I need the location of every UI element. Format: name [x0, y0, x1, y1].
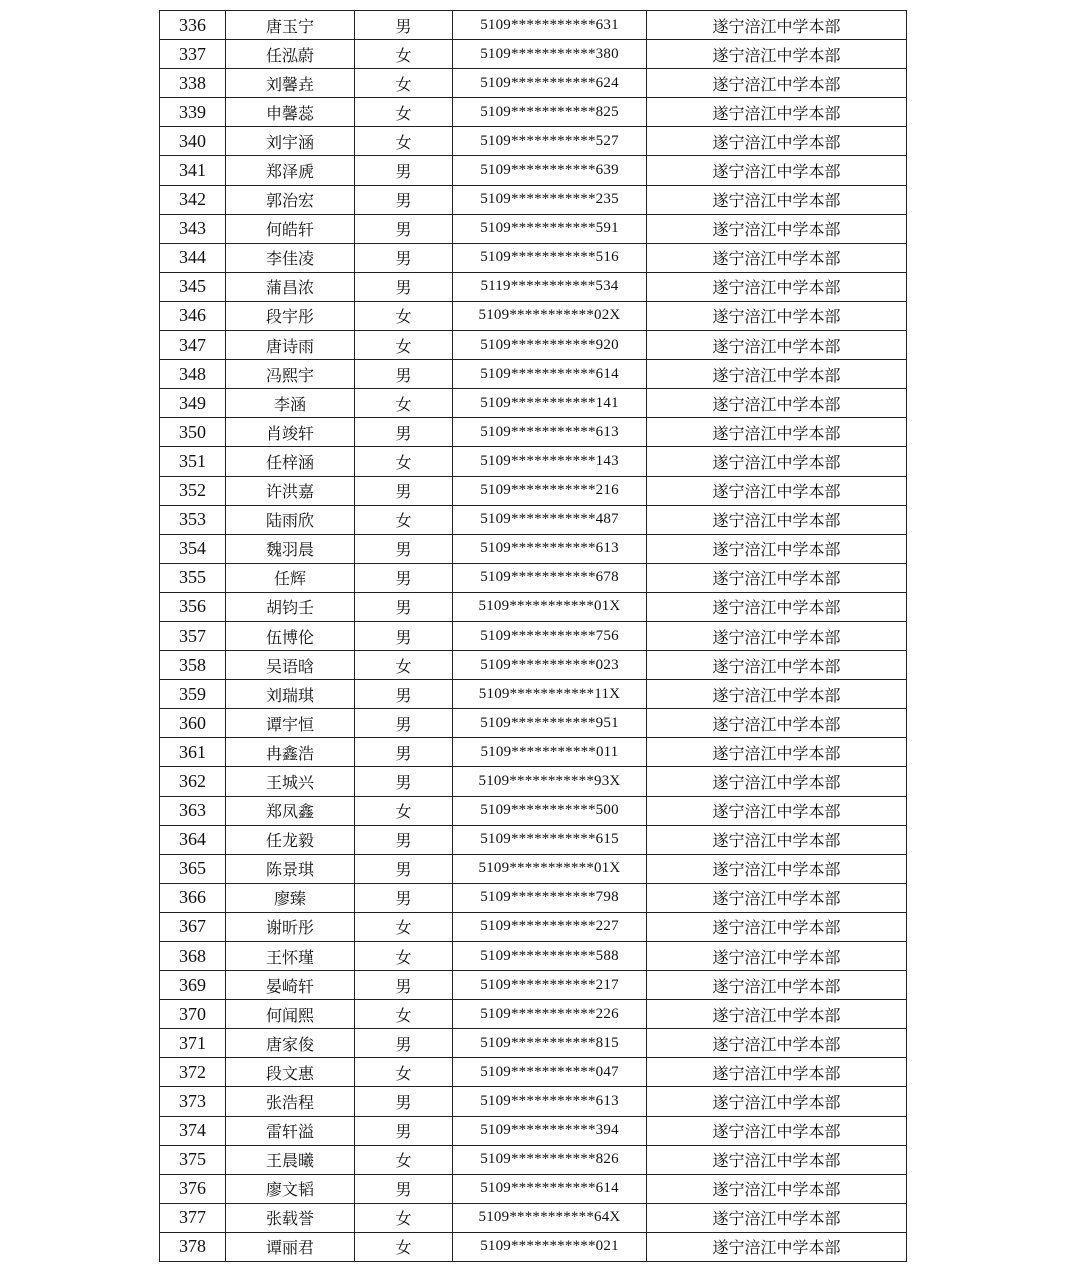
- table-row: [160, 11, 907, 40]
- id-number-cell: 5109***********380: [453, 40, 647, 69]
- table-row: [160, 301, 907, 330]
- id-number-cell: 5109***********678: [453, 563, 647, 592]
- school-cell: 遂宁涪江中学本部: [647, 825, 907, 854]
- school-cell: 遂宁涪江中学本部: [647, 418, 907, 447]
- school-cell: 遂宁涪江中学本部: [647, 1203, 907, 1232]
- school-cell: 遂宁涪江中学本部: [647, 360, 907, 389]
- student-name-cell: 冯熙宇: [226, 360, 355, 389]
- id-number-cell: 5109***********631: [453, 11, 647, 40]
- gender-cell: 女: [355, 651, 453, 680]
- row-number-cell: 363: [160, 796, 226, 825]
- id-number-cell: 5109***********01X: [453, 592, 647, 621]
- gender-cell: 男: [355, 563, 453, 592]
- table-row: [160, 418, 907, 447]
- student-name-cell: 唐诗雨: [226, 331, 355, 360]
- id-number-cell: 5109***********920: [453, 331, 647, 360]
- row-number-cell: 352: [160, 476, 226, 505]
- student-name-cell: 任梓涵: [226, 447, 355, 476]
- table-row: [160, 796, 907, 825]
- student-roster-table: [159, 10, 907, 1262]
- gender-cell: 男: [355, 709, 453, 738]
- gender-cell: 男: [355, 360, 453, 389]
- school-cell: 遂宁涪江中学本部: [647, 69, 907, 98]
- row-number-cell: 375: [160, 1145, 226, 1174]
- row-number-cell: 356: [160, 592, 226, 621]
- student-name-cell: 郑泽虒: [226, 156, 355, 185]
- table-row: [160, 1145, 907, 1174]
- row-number-cell: 354: [160, 534, 226, 563]
- school-cell: 遂宁涪江中学本部: [647, 40, 907, 69]
- id-number-cell: 5109***********516: [453, 243, 647, 272]
- row-number-cell: 340: [160, 127, 226, 156]
- student-name-cell: 肖竣轩: [226, 418, 355, 447]
- id-number-cell: 5109***********011: [453, 738, 647, 767]
- row-number-cell: 351: [160, 447, 226, 476]
- id-number-cell: 5109***********756: [453, 621, 647, 650]
- school-cell: 遂宁涪江中学本部: [647, 1174, 907, 1203]
- table-row: [160, 156, 907, 185]
- id-number-cell: 5109***********500: [453, 796, 647, 825]
- table-row: [160, 592, 907, 621]
- id-number-cell: 5109***********216: [453, 476, 647, 505]
- row-number-cell: 344: [160, 243, 226, 272]
- gender-cell: 女: [355, 942, 453, 971]
- school-cell: 遂宁涪江中学本部: [647, 709, 907, 738]
- table-row: [160, 912, 907, 941]
- student-name-cell: 任辉: [226, 563, 355, 592]
- school-cell: 遂宁涪江中学本部: [647, 942, 907, 971]
- table-row: [160, 709, 907, 738]
- gender-cell: 男: [355, 1116, 453, 1145]
- gender-cell: 女: [355, 1145, 453, 1174]
- table-row: [160, 69, 907, 98]
- student-name-cell: 冉鑫浩: [226, 738, 355, 767]
- student-name-cell: 王城兴: [226, 767, 355, 796]
- row-number-cell: 378: [160, 1232, 226, 1261]
- table-row: [160, 1029, 907, 1058]
- school-cell: 遂宁涪江中学本部: [647, 505, 907, 534]
- school-cell: 遂宁涪江中学本部: [647, 854, 907, 883]
- id-number-cell: 5109***********798: [453, 883, 647, 912]
- row-number-cell: 353: [160, 505, 226, 534]
- gender-cell: 女: [355, 447, 453, 476]
- gender-cell: 女: [355, 1232, 453, 1261]
- row-number-cell: 372: [160, 1058, 226, 1087]
- school-cell: 遂宁涪江中学本部: [647, 98, 907, 127]
- row-number-cell: 350: [160, 418, 226, 447]
- table-row: [160, 534, 907, 563]
- gender-cell: 男: [355, 156, 453, 185]
- row-number-cell: 347: [160, 331, 226, 360]
- table-row: [160, 1087, 907, 1116]
- row-number-cell: 370: [160, 1000, 226, 1029]
- roster-sheet: [159, 10, 906, 1262]
- id-number-cell: 5109***********826: [453, 1145, 647, 1174]
- row-number-cell: 336: [160, 11, 226, 40]
- id-number-cell: 5109***********021: [453, 1232, 647, 1261]
- gender-cell: 女: [355, 1000, 453, 1029]
- school-cell: 遂宁涪江中学本部: [647, 534, 907, 563]
- school-cell: 遂宁涪江中学本部: [647, 1000, 907, 1029]
- gender-cell: 男: [355, 185, 453, 214]
- id-number-cell: 5109***********143: [453, 447, 647, 476]
- gender-cell: 男: [355, 1174, 453, 1203]
- student-name-cell: 王怀瑾: [226, 942, 355, 971]
- id-number-cell: 5109***********217: [453, 971, 647, 1000]
- student-name-cell: 李佳凌: [226, 243, 355, 272]
- student-name-cell: 谭宇恒: [226, 709, 355, 738]
- table-row: [160, 1058, 907, 1087]
- table-row: [160, 331, 907, 360]
- id-number-cell: 5109***********394: [453, 1116, 647, 1145]
- row-number-cell: 373: [160, 1087, 226, 1116]
- table-row: [160, 1203, 907, 1232]
- gender-cell: 男: [355, 738, 453, 767]
- gender-cell: 男: [355, 11, 453, 40]
- row-number-cell: 368: [160, 942, 226, 971]
- id-number-cell: 5109***********226: [453, 1000, 647, 1029]
- id-number-cell: 5109***********527: [453, 127, 647, 156]
- school-cell: 遂宁涪江中学本部: [647, 651, 907, 680]
- row-number-cell: 377: [160, 1203, 226, 1232]
- roster-body: [160, 11, 907, 1262]
- row-number-cell: 361: [160, 738, 226, 767]
- row-number-cell: 360: [160, 709, 226, 738]
- gender-cell: 男: [355, 1029, 453, 1058]
- school-cell: 遂宁涪江中学本部: [647, 301, 907, 330]
- table-row: [160, 738, 907, 767]
- row-number-cell: 365: [160, 854, 226, 883]
- row-number-cell: 348: [160, 360, 226, 389]
- gender-cell: 女: [355, 98, 453, 127]
- gender-cell: 女: [355, 301, 453, 330]
- school-cell: 遂宁涪江中学本部: [647, 912, 907, 941]
- gender-cell: 男: [355, 621, 453, 650]
- row-number-cell: 342: [160, 185, 226, 214]
- id-number-cell: 5109***********951: [453, 709, 647, 738]
- school-cell: 遂宁涪江中学本部: [647, 592, 907, 621]
- row-number-cell: 341: [160, 156, 226, 185]
- gender-cell: 女: [355, 69, 453, 98]
- table-row: [160, 1116, 907, 1145]
- student-name-cell: 许洪嘉: [226, 476, 355, 505]
- gender-cell: 男: [355, 971, 453, 1000]
- row-number-cell: 366: [160, 883, 226, 912]
- table-row: [160, 621, 907, 650]
- table-row: [160, 825, 907, 854]
- school-cell: 遂宁涪江中学本部: [647, 127, 907, 156]
- student-name-cell: 申馨蕊: [226, 98, 355, 127]
- table-row: [160, 942, 907, 971]
- school-cell: 遂宁涪江中学本部: [647, 1029, 907, 1058]
- student-name-cell: 郭治宏: [226, 185, 355, 214]
- id-number-cell: 5109***********235: [453, 185, 647, 214]
- student-name-cell: 陈景琪: [226, 854, 355, 883]
- gender-cell: 女: [355, 912, 453, 941]
- id-number-cell: 5109***********588: [453, 942, 647, 971]
- school-cell: 遂宁涪江中学本部: [647, 1116, 907, 1145]
- school-cell: 遂宁涪江中学本部: [647, 476, 907, 505]
- student-name-cell: 刘宇涵: [226, 127, 355, 156]
- gender-cell: 男: [355, 272, 453, 301]
- id-number-cell: 5109***********613: [453, 534, 647, 563]
- table-row: [160, 243, 907, 272]
- school-cell: 遂宁涪江中学本部: [647, 11, 907, 40]
- table-row: [160, 389, 907, 418]
- gender-cell: 男: [355, 825, 453, 854]
- student-name-cell: 张浩程: [226, 1087, 355, 1116]
- school-cell: 遂宁涪江中学本部: [647, 1232, 907, 1261]
- school-cell: 遂宁涪江中学本部: [647, 621, 907, 650]
- student-name-cell: 郑凤鑫: [226, 796, 355, 825]
- gender-cell: 女: [355, 1058, 453, 1087]
- row-number-cell: 343: [160, 214, 226, 243]
- gender-cell: 男: [355, 534, 453, 563]
- table-row: [160, 40, 907, 69]
- id-number-cell: 5109***********227: [453, 912, 647, 941]
- school-cell: 遂宁涪江中学本部: [647, 767, 907, 796]
- gender-cell: 女: [355, 796, 453, 825]
- gender-cell: 男: [355, 1087, 453, 1116]
- table-row: [160, 767, 907, 796]
- row-number-cell: 355: [160, 563, 226, 592]
- gender-cell: 男: [355, 883, 453, 912]
- school-cell: 遂宁涪江中学本部: [647, 272, 907, 301]
- school-cell: 遂宁涪江中学本部: [647, 563, 907, 592]
- student-name-cell: 段宇彤: [226, 301, 355, 330]
- school-cell: 遂宁涪江中学本部: [647, 1087, 907, 1116]
- table-row: [160, 651, 907, 680]
- gender-cell: 男: [355, 476, 453, 505]
- gender-cell: 女: [355, 1203, 453, 1232]
- gender-cell: 女: [355, 40, 453, 69]
- student-name-cell: 胡钧壬: [226, 592, 355, 621]
- table-row: [160, 883, 907, 912]
- student-name-cell: 吴语晗: [226, 651, 355, 680]
- id-number-cell: 5109***********01X: [453, 854, 647, 883]
- student-name-cell: 陆雨欣: [226, 505, 355, 534]
- student-name-cell: 廖臻: [226, 883, 355, 912]
- school-cell: 遂宁涪江中学本部: [647, 971, 907, 1000]
- school-cell: 遂宁涪江中学本部: [647, 738, 907, 767]
- school-cell: 遂宁涪江中学本部: [647, 1058, 907, 1087]
- row-number-cell: 369: [160, 971, 226, 1000]
- student-name-cell: 任泓蔚: [226, 40, 355, 69]
- id-number-cell: 5109***********614: [453, 1174, 647, 1203]
- student-name-cell: 唐玉宁: [226, 11, 355, 40]
- row-number-cell: 339: [160, 98, 226, 127]
- student-name-cell: 谭丽君: [226, 1232, 355, 1261]
- id-number-cell: 5109***********023: [453, 651, 647, 680]
- id-number-cell: 5109***********93X: [453, 767, 647, 796]
- row-number-cell: 345: [160, 272, 226, 301]
- student-name-cell: 李涵: [226, 389, 355, 418]
- student-name-cell: 蒲昌浓: [226, 272, 355, 301]
- student-name-cell: 唐家俊: [226, 1029, 355, 1058]
- student-name-cell: 王晨曦: [226, 1145, 355, 1174]
- school-cell: 遂宁涪江中学本部: [647, 185, 907, 214]
- table-row: [160, 680, 907, 709]
- row-number-cell: 357: [160, 621, 226, 650]
- row-number-cell: 349: [160, 389, 226, 418]
- school-cell: 遂宁涪江中学本部: [647, 447, 907, 476]
- id-number-cell: 5109***********624: [453, 69, 647, 98]
- row-number-cell: 338: [160, 69, 226, 98]
- gender-cell: 男: [355, 592, 453, 621]
- table-row: [160, 1000, 907, 1029]
- gender-cell: 男: [355, 854, 453, 883]
- id-number-cell: 5109***********487: [453, 505, 647, 534]
- student-name-cell: 何皓轩: [226, 214, 355, 243]
- row-number-cell: 371: [160, 1029, 226, 1058]
- school-cell: 遂宁涪江中学本部: [647, 796, 907, 825]
- row-number-cell: 346: [160, 301, 226, 330]
- student-name-cell: 何闻熙: [226, 1000, 355, 1029]
- row-number-cell: 364: [160, 825, 226, 854]
- gender-cell: 女: [355, 331, 453, 360]
- table-row: [160, 971, 907, 1000]
- gender-cell: 男: [355, 243, 453, 272]
- student-name-cell: 伍博伦: [226, 621, 355, 650]
- student-name-cell: 张载誉: [226, 1203, 355, 1232]
- row-number-cell: 358: [160, 651, 226, 680]
- table-row: [160, 185, 907, 214]
- gender-cell: 男: [355, 214, 453, 243]
- row-number-cell: 359: [160, 680, 226, 709]
- id-number-cell: 5109***********639: [453, 156, 647, 185]
- student-name-cell: 任龙毅: [226, 825, 355, 854]
- gender-cell: 男: [355, 767, 453, 796]
- table-row: [160, 505, 907, 534]
- student-name-cell: 段文惠: [226, 1058, 355, 1087]
- school-cell: 遂宁涪江中学本部: [647, 389, 907, 418]
- table-row: [160, 854, 907, 883]
- id-number-cell: 5109***********615: [453, 825, 647, 854]
- table-row: [160, 98, 907, 127]
- student-name-cell: 魏羽晨: [226, 534, 355, 563]
- table-row: [160, 563, 907, 592]
- table-row: [160, 447, 907, 476]
- school-cell: 遂宁涪江中学本部: [647, 883, 907, 912]
- gender-cell: 男: [355, 680, 453, 709]
- id-number-cell: 5109***********02X: [453, 301, 647, 330]
- student-name-cell: 廖文韬: [226, 1174, 355, 1203]
- table-row: [160, 272, 907, 301]
- row-number-cell: 337: [160, 40, 226, 69]
- student-name-cell: 刘瑞琪: [226, 680, 355, 709]
- student-name-cell: 谢昕彤: [226, 912, 355, 941]
- id-number-cell: 5109***********613: [453, 418, 647, 447]
- id-number-cell: 5109***********64X: [453, 1203, 647, 1232]
- row-number-cell: 367: [160, 912, 226, 941]
- table-row: [160, 360, 907, 389]
- gender-cell: 女: [355, 127, 453, 156]
- id-number-cell: 5109***********11X: [453, 680, 647, 709]
- id-number-cell: 5109***********815: [453, 1029, 647, 1058]
- id-number-cell: 5109***********047: [453, 1058, 647, 1087]
- id-number-cell: 5109***********141: [453, 389, 647, 418]
- student-name-cell: 晏崎轩: [226, 971, 355, 1000]
- id-number-cell: 5119***********534: [453, 272, 647, 301]
- table-row: [160, 1174, 907, 1203]
- school-cell: 遂宁涪江中学本部: [647, 243, 907, 272]
- row-number-cell: 374: [160, 1116, 226, 1145]
- school-cell: 遂宁涪江中学本部: [647, 331, 907, 360]
- id-number-cell: 5109***********591: [453, 214, 647, 243]
- gender-cell: 男: [355, 418, 453, 447]
- table-row: [160, 476, 907, 505]
- row-number-cell: 362: [160, 767, 226, 796]
- id-number-cell: 5109***********613: [453, 1087, 647, 1116]
- school-cell: 遂宁涪江中学本部: [647, 214, 907, 243]
- school-cell: 遂宁涪江中学本部: [647, 680, 907, 709]
- student-name-cell: 刘馨垚: [226, 69, 355, 98]
- id-number-cell: 5109***********825: [453, 98, 647, 127]
- school-cell: 遂宁涪江中学本部: [647, 1145, 907, 1174]
- gender-cell: 女: [355, 389, 453, 418]
- table-row: [160, 127, 907, 156]
- table-row: [160, 214, 907, 243]
- school-cell: 遂宁涪江中学本部: [647, 156, 907, 185]
- student-name-cell: 雷轩溢: [226, 1116, 355, 1145]
- id-number-cell: 5109***********614: [453, 360, 647, 389]
- row-number-cell: 376: [160, 1174, 226, 1203]
- gender-cell: 女: [355, 505, 453, 534]
- table-row: [160, 1232, 907, 1261]
